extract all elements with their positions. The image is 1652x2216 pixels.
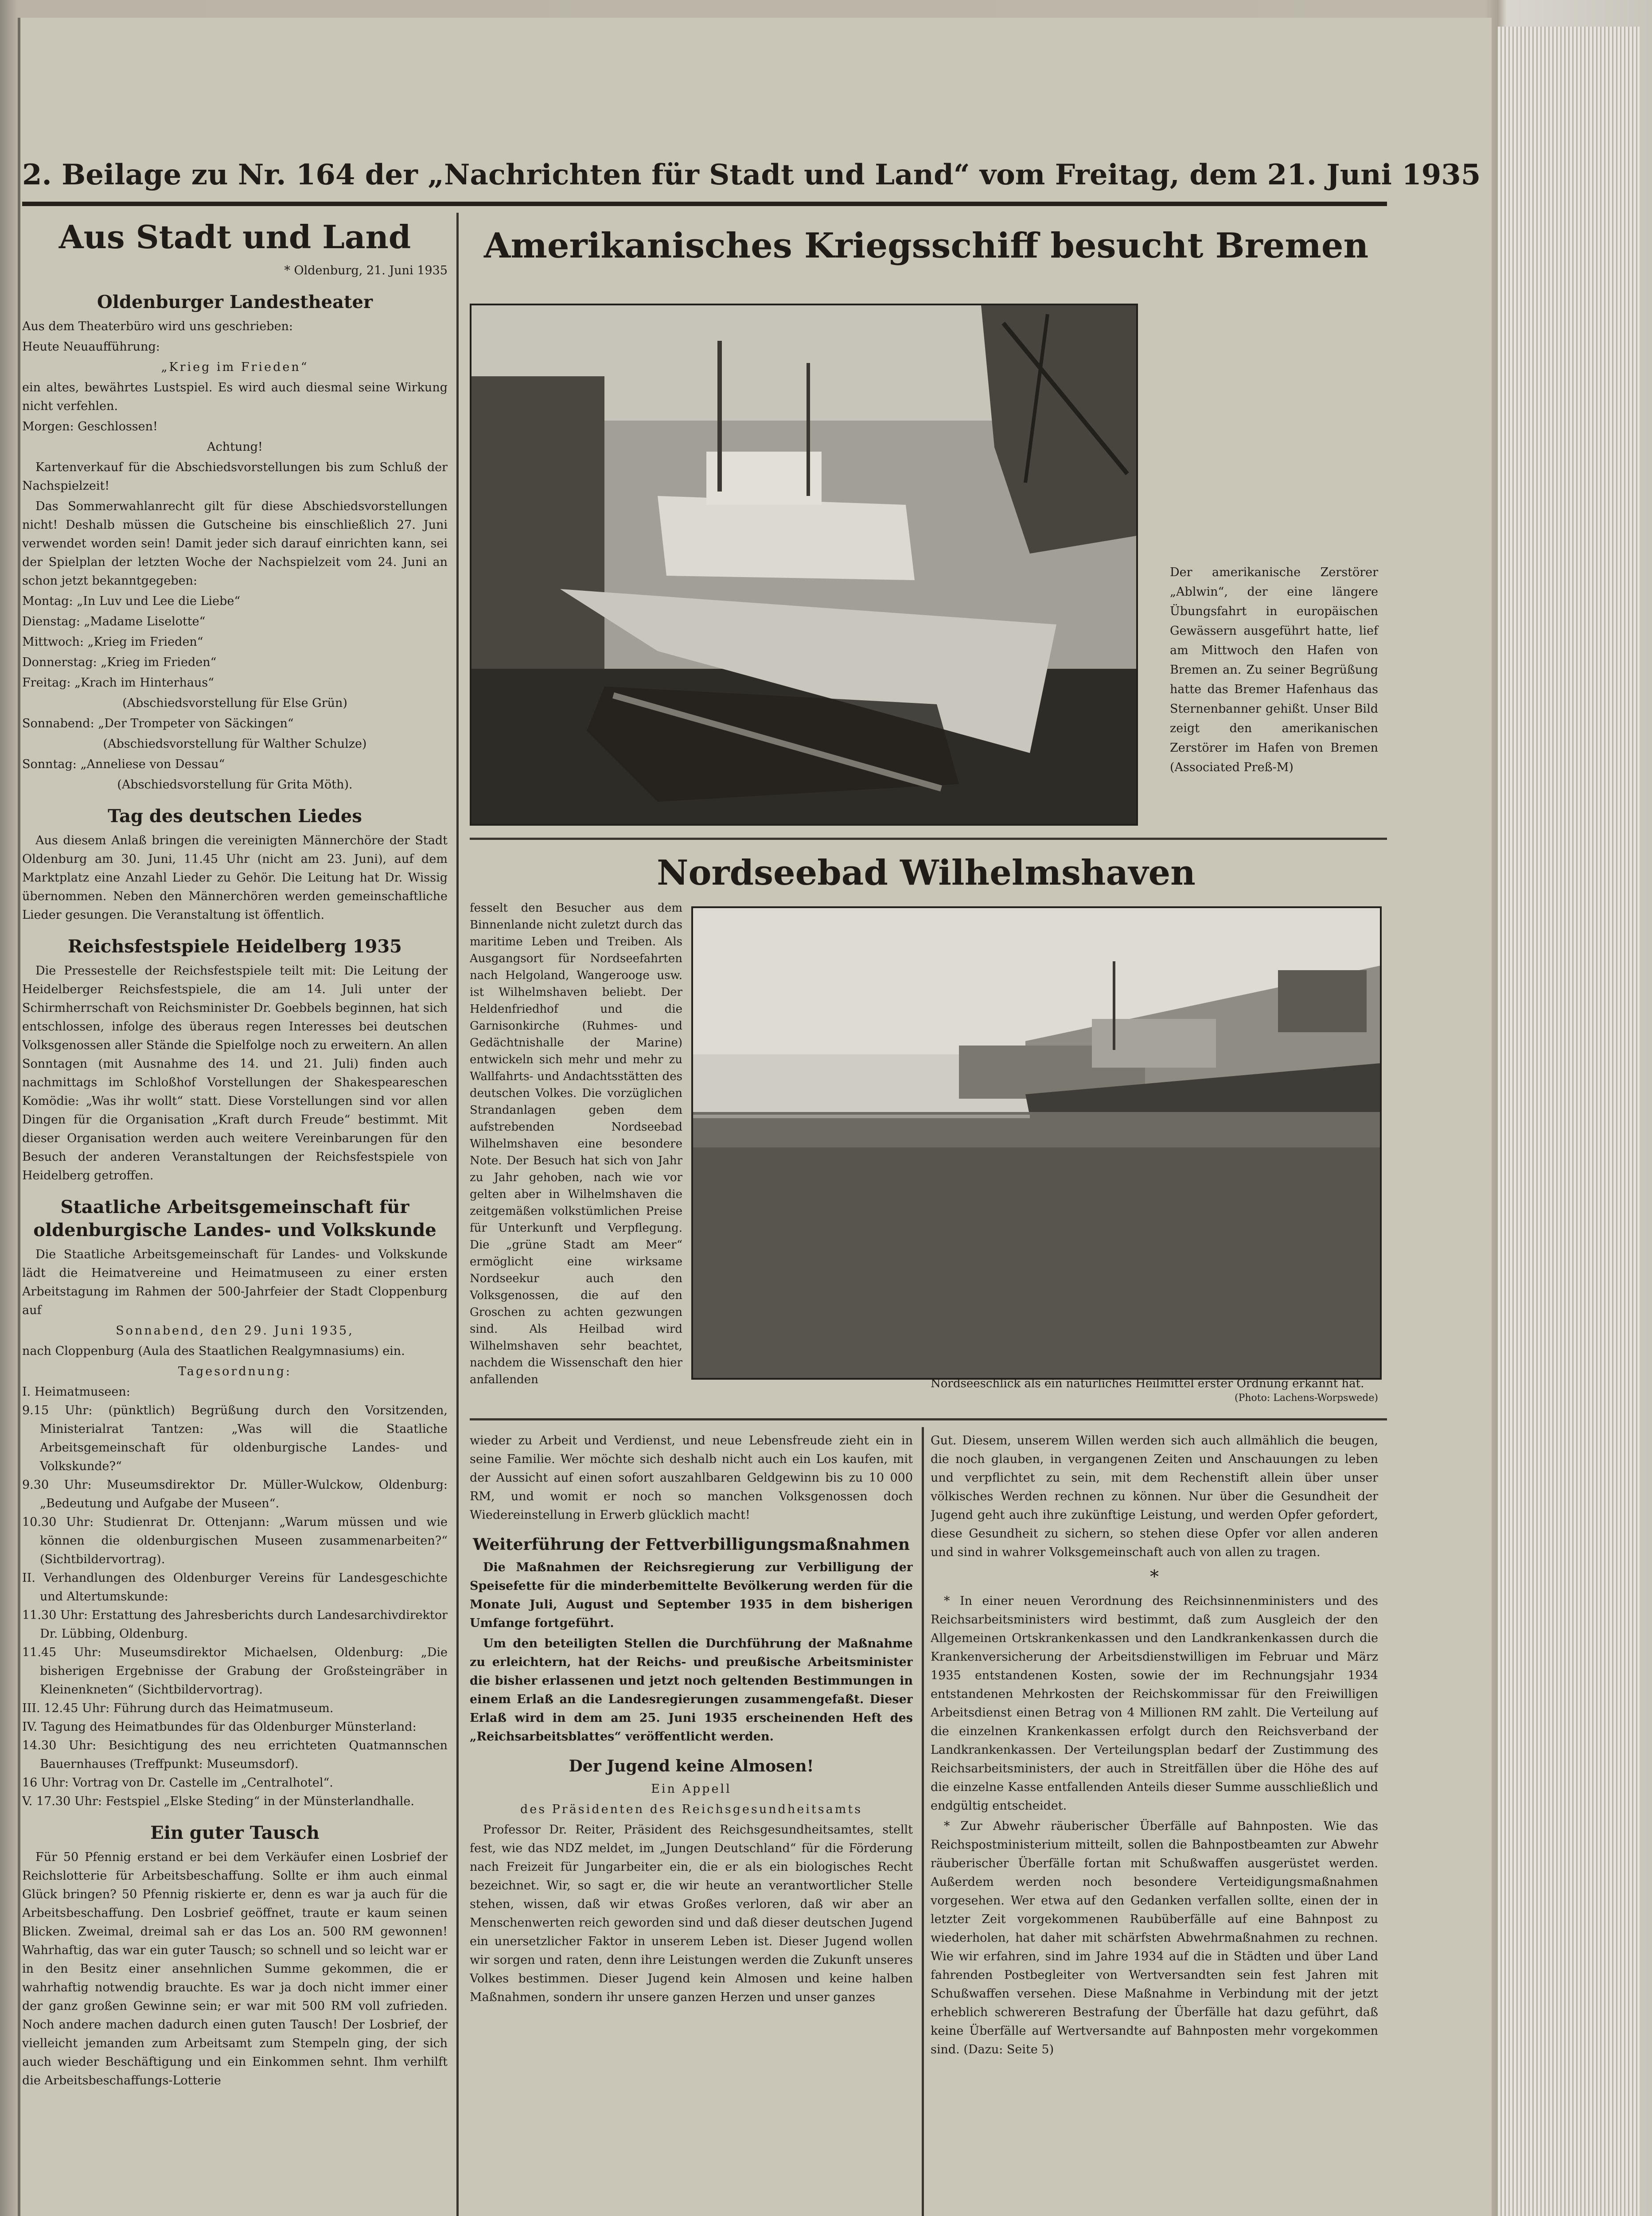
kriegsschiff-caption: Der amerikanische Zerstörer „Ablwin“, der eine längere Übungsfahrt in europäischen Gewässern ausgeführt hatte, lief am Mittwoch den Hafen von Bremen an. Zu seiner Begrüßung hatte das Bremer Hafenhaus das Sternenbanner gehißt. Unser Bild zeigt den amerikanischen Zerstörer im Hafen von Bremen (Associated Preß-M)	[1170, 566, 1378, 774]
arbeitsgemeinschaft-title: Staatliche Arbeitsgemeinschaft für oldenburgische Landes- und Volkskunde	[33, 1197, 436, 1241]
agenda-item: II. Verhandlungen des Oldenburger Vereins für Landesgeschichte und Altertumskunde:	[22, 1571, 448, 1603]
jugend-byline: des Präsidenten des Reichsgesundheitsamts	[520, 1802, 863, 1816]
kriegsschiff-title: Amerikanisches Kriegsschiff besucht Bremen	[483, 226, 1369, 266]
tausch-text: Für 50 Pfennig erstand er bei dem Verkäufer einen Losbrief der Reichslotterie für Arbeitsbeschaffung. Sollte er ihm auch einmal Glück bringen? 50 Pfennig riskierte er, denn es war ja auch für die Arbeitsbeschaffung. Den Losbrief geöffnet, traute er kaum seinen Blicken. Zweimal, dreimal sah er das Los an. 500 RM gewonnen! Wahrhaftig, das war ein guter Tausch; so schnell und so leicht war er in den Besitz einer ansehnlichen Summe gekommen, die er wahrhaftig notwendig brauchte. Es war ja doch nicht immer einer der ganz großen Gewinne sein; er war mit 500 RM voll zufrieden. Noch andere machen dadurch einen guten Tausch! Der Losbrief, der vielleicht jemanden zum Arbeitsamt zum Stempeln ging, der sich auch wieder Beschäftigung und ein Einkommen sehnt. Ihm verhilft die Arbeitsbeschaffungs-Lotterie	[22, 1850, 448, 2087]
destroyer-photo	[470, 304, 1138, 826]
theater-line: Dienstag: „Madame Liselotte“	[22, 615, 206, 628]
theater-line: (Abschiedsvorstellung für Grita Möth).	[117, 778, 353, 792]
jugend-title: Der Jugend keine Almosen!	[569, 1757, 814, 1775]
theater-line: Heute Neuaufführung:	[22, 340, 160, 354]
agenda-item: 11.30 Uhr: Erstattung des Jahresberichts durch Landesarchivdirektor Dr. Lübbing, Oldenburg.	[22, 1608, 448, 1641]
agenda-title: Tagesordnung:	[178, 1365, 292, 1378]
column-rule	[922, 1427, 924, 2216]
theater-line: ein altes, bewährtes Lustspiel. Es wird auch diesmal seine Wirkung nicht verfehlen.	[22, 381, 448, 413]
theater-line: „Krieg im Frieden“	[161, 360, 309, 374]
theater-title: Oldenburger Landestheater	[97, 292, 373, 312]
agenda-item: 10.30 Uhr: Studienrat Dr. Ottenjann: „Warum müssen und wie können die oldenburgischen Museen zusammenarbeiten?“ (Sichtbildervortrag).	[22, 1515, 448, 1566]
agenda-item: 14.30 Uhr: Besichtigung des neu errichteten Quatmannschen Bauernhauses (Treffpunkt: Museumsdorf).	[22, 1739, 448, 1771]
arbeitsgemeinschaft-place: nach Cloppenburg (Aula des Staatlichen Realgymnasiums) ein.	[22, 1344, 405, 1358]
column-rule	[456, 213, 459, 2216]
header-rule	[22, 202, 1387, 206]
middle-intro: wieder zu Arbeit und Verdienst, und neue Lebensfreude zieht ein in seine Familie. Wer möchte sich deshalb nicht auch ein Los kaufen, mit der Aussicht auf einen sofort auszahlbaren Geldgewinn bis zu 10 000 RM, und womit er noch so manchen Volksgenossen doch Wiedereinstellung in Erwerb glücklich macht!	[470, 1434, 913, 1522]
agenda-item: I. Heimatmuseen:	[22, 1385, 130, 1399]
jugend-subtitle: Ein Appell	[651, 1782, 732, 1796]
theater-line: (Abschiedsvorstellung für Else Grün)	[122, 696, 347, 710]
agenda-item: 16 Uhr: Vortrag von Dr. Castelle im „Centralhotel“.	[22, 1776, 333, 1790]
wilhelmshaven-title: Nordseebad Wilhelmshaven	[657, 853, 1196, 893]
arbeitsgemeinschaft-date: Sonnabend, den 29. Juni 1935,	[116, 1324, 354, 1338]
middle-column	[470, 1432, 913, 2216]
theater-line: Mittwoch: „Krieg im Frieden“	[22, 635, 203, 649]
photo-credit: (Photo: Lachens-Worpswede)	[1234, 1393, 1378, 1404]
theater-line: Morgen: Geschlossen!	[22, 420, 158, 433]
theater-line: Kartenverkauf für die Abschiedsvorstellungen bis zum Schluß der Nachspielzeit!	[22, 460, 448, 493]
section-rule	[470, 838, 1387, 840]
theater-intro: Aus dem Theaterbüro wird uns geschrieben:	[22, 320, 293, 333]
heidelberg-title: Reichsfestspiele Heidelberg 1935	[68, 936, 402, 957]
jugend-text: Professor Dr. Reiter, Präsident des Reichsgesundheitsamtes, stellt fest, wie das NDZ meldet, im „Jungen Deutschland“ für die Förderung nach Freizeit für Jungarbeiter ein, die er als ein biologisches Recht bezeichnet. Wir, so sagt er, die wir heute an verantwortlicher Stelle stehen, wissen, daß wir etwas Großes verloren, daß wir aber an Menschenwerten reich geworden sind und daß dieser deutschen Jugend ein unersetzlicher Faktor in unserem Leben ist. Dieser Jugend wollen wir sorgen und raten, denn ihre Leistungen werden die Zukunft unseres Volkes bestimmen. Dieser Jugend kein Almosen und keine halben Maßnahmen, sondern ihr unsere ganzen Herzen und unser ganzes	[470, 1823, 913, 2004]
theater-line: (Abschiedsvorstellung für Walther Schulze)	[103, 737, 367, 751]
theater-line: Das Sommerwahlanrecht gilt für diese Abschiedsvorstellungen nicht! Deshalb müssen die Gutscheine bis einschließlich 27. Juni verwendet worden sein! Damit jeder sich darauf einrichten kann, sei der Spielplan der letzten Woche der Nachspielzeit vom 24. Juni an schon jetzt bekanntgegeben:	[22, 499, 448, 588]
section-title: Aus Stadt und Land	[58, 218, 411, 256]
heidelberg-text: Die Pressestelle der Reichsfestspiele teilt mit: Die Leitung der Heidelberger Reichsfestspiele, die am 14. Juli unter der Schirmherrschaft von Reichsminister Dr. Goebbels beginnen, hat sich entschlossen, infolge des überaus regen Interesses bei deutschen Volksgenossen aller Stände die Spielfolge noch zu erweitern. An allen Sonntagen (mit Ausnahme des 14. und 21. Juli) finden auch nachmittags im Schloßhof Vorstellungen der Shakespeareschen Komödie: „Was ihr wollt“ statt. Diese Vorstellungen sind vor allen Dingen für die Organisation „Kraft durch Freude“ bestimmt. Mit dieser Organisation werden auch weitere Vereinbarungen für den Besuch der anderen Veranstaltungen der Reichsfestspiele von Heidelberg getroffen.	[22, 964, 448, 1182]
page-header: 2. Beilage zu Nr. 164 der „Nachrichten für Stadt und Land“ vom Freitag, dem 21. Juni 1935	[22, 158, 1481, 191]
agenda-item: 11.45 Uhr: Museumsdirektor Michaelsen, Oldenburg: „Die bisherigen Ergebnisse der Grabung der Großsteingräber in Kleinenkneten“ (Sichtbildervortrag).	[22, 1646, 448, 1697]
tausch-title: Ein guter Tausch	[150, 1822, 319, 1843]
right-column	[931, 1432, 1378, 2216]
book-page-edges	[1498, 27, 1640, 2216]
right-text-2: * In einer neuen Verordnung des Reichsinnenministers und des Reichsarbeitsministers wird bestimmt, daß zum Ausgleich der den Allgemeinen Ortskrankenkassen und den Landkrankenkassen durch die Krankenversicherung der Arbeitsdienstwilligen im Februar und März 1935 entstandenen Kosten, sowie der im Rechnungsjahr 1934 entstandenen Mehrkosten der Reichskommissar für den Freiwilligen Arbeitsdienst einen Betrag von 4 Millionen RM zahlt. Die Verteilung auf die einzelnen Krankenkassen erfolgt durch den Reichsverband der Landkrankenkassen. Der Verteilungsplan bedarf der Zustimmung des Reichsarbeitsministers, der auch in Streitfällen über die Höhe des auf die einzelne Kasse entfallenden Anteils dieser Summe ausschließlich und endgültig entscheidet.	[931, 1594, 1378, 1813]
agenda-item: III. 12.45 Uhr: Führung durch das Heimatmuseum.	[22, 1701, 334, 1715]
fett-text-1: Die Maßnahmen der Reichsregierung zur Verbilligung der Speisefette für die minderbemittelte Bevölkerung werden für die Monate Juli, August und September 1935 in dem bisherigen Umfange fortgeführt.	[470, 1561, 913, 1630]
lied-title: Tag des deutschen Liedes	[108, 806, 362, 827]
theater-line: Donnerstag: „Krieg im Frieden“	[22, 655, 217, 669]
wilhelmshaven-text	[470, 900, 682, 1414]
lied-text: Aus diesem Anlaß bringen die vereinigten Männerchöre der Stadt Oldenburg am 30. Juni, 11.45 Uhr (nicht am 23. Juni), auf dem Marktplatz eine Anzahl Lieder zu Gehör. Die Leitung hat Dr. Wissig übernommen. Neben den Männerchören werden gemeinschaftliche Lieder gesungen. Die Veranstaltung ist öffentlich.	[22, 834, 448, 922]
wilhelmshaven-photo	[691, 906, 1382, 1380]
dateline: * Oldenburg, 21. Juni 1935	[284, 264, 448, 277]
right-text-1: Gut. Diesem, unserem Willen werden sich auch allmählich die beugen, die noch glauben, in vergangenen Zeiten und Anschauungen zu leben und verpflichtet zu sein, mit dem Rechenstift allein über unser völkisches Werden rechnen zu können. Nur über die Gesundheit der Jugend geht auch ihre zukünftige Leistung, und werden Opfer gefordert, diese Gesundheit zu sichern, so stehen diese Opfer vor allen anderen und sind in wahrer Volksgemeinschaft auch von allen zu tragen.	[931, 1434, 1378, 1559]
beach-photo-art	[693, 908, 1380, 1378]
fett-title: Weiterführung der Fettverbilligungsmaßnahmen	[473, 1535, 910, 1554]
star-divider: *	[1150, 1567, 1159, 1587]
agenda-item: V. 17.30 Uhr: Festspiel „Elske Steding“ in der Münsterlandhalle.	[22, 1795, 414, 1808]
agenda-item: 9.30 Uhr: Museumsdirektor Dr. Müller-Wulckow, Oldenburg: „Bedeutung und Aufgabe der Museen“.	[22, 1478, 448, 1510]
wilhelmshaven-caption: Nordseeschlick als ein natürliches Heilmittel erster Ordnung erkannt hat.	[931, 1377, 1364, 1390]
arbeitsgemeinschaft-text: Die Staatliche Arbeitsgemeinschaft für Landes- und Volkskunde lädt die Heimatvereine und Heimatmuseen zu einer ersten Arbeitstagung im Rahmen der 500-Jahrfeier der Stadt Cloppenburg auf	[22, 1248, 448, 1317]
left-column	[22, 213, 448, 2216]
theater-line: Achtung!	[207, 440, 263, 454]
agenda-item: IV. Tagung des Heimatbundes für das Oldenburger Münsterland:	[22, 1720, 417, 1734]
destroyer-photo-art	[471, 305, 1136, 824]
wilhelmshaven-paragraph: fesselt den Besucher aus dem Binnenlande nicht zuletzt durch das maritime Leben und Treiben. Als Ausgangsort für Nordseefahrten nach Helgoland, Wangerooge usw. ist Wilhelmshaven beliebt. Der Heldenfriedhof und die Garnisonkirche (Ruhmes- und Gedächtnishalle der Marine) entwickeln sich mehr und mehr zu Wallfahrts- und Andachtsstätten des deutschen Volkes. Die vorzüglichen Strandanlagen geben dem aufstrebenden Nordseebad Wilhelmshaven eine besondere Note. Der Besuch hat sich von Jahr zu Jahr gehoben, nach wie vor gelten aber in Wilhelmshaven die zeitgemäßen volkstümlichen Preise für Unterkunft und Verpflegung. Die „grüne Stadt am Meer“ ermöglicht eine wirksame Nordseekur auch den Volksgenossen, die auf den Groschen zu achten gezwungen sind. Als Heilbad wird Wilhelmshaven sehr beachtet, nachdem die Wissenschaft den hier anfallenden	[470, 901, 682, 1386]
right-text-3: * Zur Abwehr räuberischer Überfälle auf Bahnposten. Wie das Reichspostministerium mitteilt, sollen die Bahnpostbeamten zur Abwehr räuberischer Überfälle fortan mit Schußwaffen ausgerüstet werden. Außerdem werden noch besondere Verteidigungsmaßnahmen vorgesehen. Wer etwa auf den Gedanken verfallen sollte, einen der in letzter Zeit vorgekommenen Raubüberfälle auf eine Bahnpost zu wiederholen, hat daher mit schärfsten Abwehrmaßnahmen zu rechnen. Wie wir erfahren, sind im Jahre 1934 auf die in Städten und über Land fahrenden Postbegleiter von Wertversandten sein fest Jahren mit Schußwaffen versehen. Diese Maßnahme in Verbindung mit der jetzt erheblich schwereren Bestrafung der Überfälle hat dazu geführt, daß keine Überfälle auf Wertversandte auf Bahnposten mehr vorgekommen sind. (Dazu: Seite 5)	[931, 1819, 1378, 2056]
theater-line: Montag: „In Luv und Lee die Liebe“	[22, 594, 241, 608]
fett-text-2: Um den beteiligten Stellen die Durchführung der Maßnahme zu erleichtern, hat der Reichs- und preußische Arbeitsminister die bisher erlassenen und jetzt noch geltenden Bestimmungen in einem Erlaß an die Landesregierungen zusammengefaßt. Dieser Erlaß wird in dem am 25. Juni 1935 erscheinenden Heft des „Reichsarbeitsblattes“ veröffentlicht werden.	[470, 1637, 913, 1744]
theater-line: Freitag: „Krach im Hinterhaus“	[22, 676, 214, 690]
theater-line: Sonntag: „Anneliese von Dessau“	[22, 757, 225, 771]
theater-line: Sonnabend: „Der Trompeter von Säckingen“	[22, 717, 294, 730]
section-rule	[470, 1418, 1387, 1420]
agenda-item: 9.15 Uhr: (pünktlich) Begrüßung durch den Vorsitzenden, Ministerialrat Tantzen: „Was will die Staatliche Arbeitsgemeinschaft für oldenburgische Landes- und Volkskunde?“	[22, 1404, 448, 1473]
